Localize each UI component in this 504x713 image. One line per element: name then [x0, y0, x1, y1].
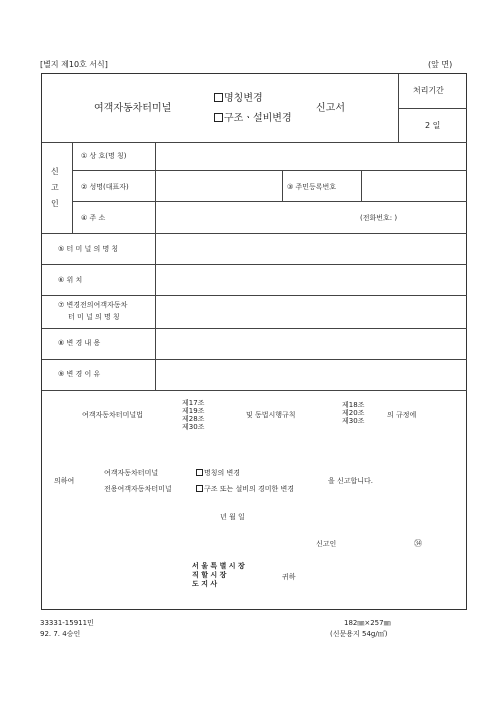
- phone-label: (전화번호: ): [360, 214, 398, 222]
- prev-name-field[interactable]: [156, 296, 466, 327]
- terminal-type-dedicated: 전용여객자동차터미널: [104, 485, 172, 493]
- processing-period-label: 처리기간: [413, 86, 444, 95]
- prev-name-label-2: 터 미 널 의 명 칭: [68, 313, 120, 321]
- signer-label: 신고인: [316, 540, 337, 548]
- title-prefix: 여객자동차터미널: [94, 103, 172, 114]
- paper-spec: (신문용지 54g/㎡): [330, 630, 388, 638]
- change-reason-field[interactable]: [156, 360, 466, 389]
- change-content-field[interactable]: [156, 329, 466, 358]
- resident-number-label: ③ 주민등록번호: [287, 183, 337, 191]
- terminal-name-field[interactable]: [156, 234, 466, 263]
- change-reason-label: ⑨ 변 경 이 유: [58, 370, 101, 378]
- checkbox-icon: [196, 469, 203, 476]
- form-code: 33331-15911민: [40, 619, 94, 627]
- law-articles: 제17조 제19조 제28조 제30조: [182, 399, 205, 431]
- addressee: 귀하: [282, 573, 296, 581]
- checkbox-icon: [196, 485, 203, 492]
- title-option-structure-change: 구조ㆍ설비변경: [214, 109, 292, 124]
- authority-block: 서 울 특 별 시 장 직 할 시 장 도 지 사: [192, 562, 245, 588]
- report-date: 년 월 일: [220, 513, 245, 521]
- seal-mark: ㉞: [414, 539, 422, 548]
- address-label: ④ 주 소: [81, 214, 106, 222]
- page-side: (앞 면): [428, 60, 453, 69]
- terminal-name-label: ⑤ 터 미 널 의 명 칭: [58, 245, 119, 253]
- report-form: [41, 73, 467, 610]
- change-content-label: ⑧ 변 경 내 용: [58, 339, 101, 347]
- representative-label: ② 성명(대표자): [81, 183, 129, 191]
- address-field[interactable]: [156, 202, 356, 232]
- processing-period-value: 2 일: [425, 121, 441, 130]
- business-name-label: ① 상 호(명 칭): [81, 152, 127, 160]
- paper-size: 182㎜×257㎜: [344, 619, 391, 627]
- title-suffix: 신고서: [316, 103, 345, 114]
- representative-field[interactable]: [156, 171, 281, 200]
- resident-number-field[interactable]: [362, 171, 466, 200]
- location-field[interactable]: [156, 265, 466, 294]
- prev-name-label-1: ⑦ 변경전의여객자동차: [58, 301, 128, 309]
- form-number: [별지 제10호 서식]: [40, 60, 108, 69]
- location-label: ⑥ 위 치: [58, 276, 83, 284]
- applicant-section-label: 신 고 인: [51, 167, 59, 208]
- checkbox-icon: [214, 113, 223, 122]
- checkbox-icon: [214, 93, 223, 102]
- statement-provision: 의 규정에: [387, 411, 417, 419]
- change-option-name: 명칭의 변경: [196, 468, 240, 478]
- change-option-structure: 구조 또는 설비의 경미한 변경: [196, 484, 294, 494]
- rule-articles: 제18조 제20조 제30조: [342, 401, 365, 425]
- approval-date: 92. 7. 4승인: [40, 630, 81, 638]
- statement-report: 을 신고합니다.: [328, 477, 374, 485]
- statement-law: 여객자동차터미널법: [82, 411, 143, 419]
- title-option-name-change: 명칭변경: [214, 89, 263, 104]
- statement-connector: 및 동법시행규칙: [246, 411, 296, 419]
- terminal-type-regular: 여객자동차터미널: [104, 469, 159, 477]
- statement-by: 의하여: [54, 477, 75, 485]
- business-name-field[interactable]: [156, 143, 466, 169]
